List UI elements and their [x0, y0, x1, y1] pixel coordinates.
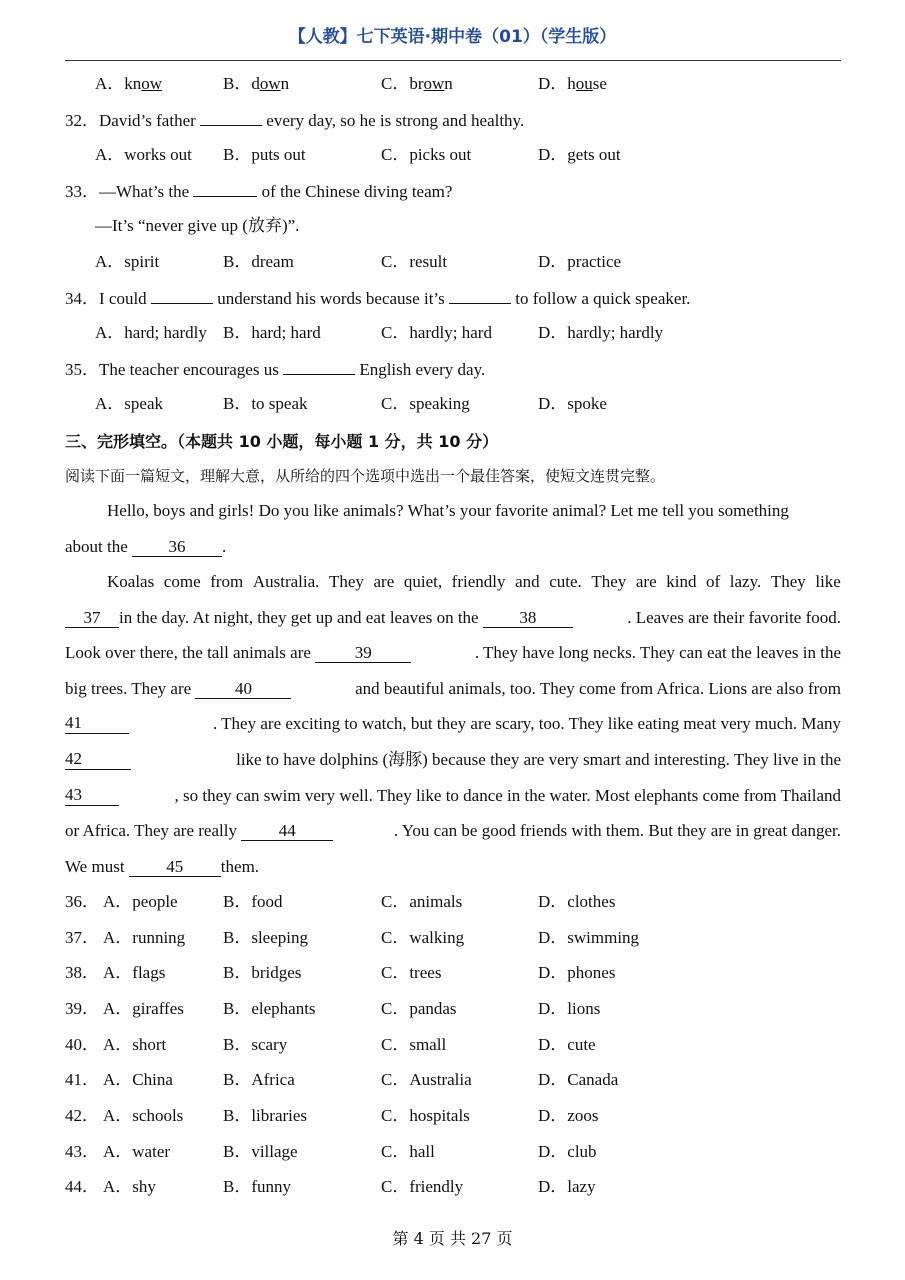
- cloze-38-option-c: C．trees: [381, 963, 442, 982]
- passage-line-3: [107, 572, 841, 592]
- cloze-39-number: 39．: [65, 999, 99, 1018]
- section-title: 三、完形填空。（本题共 10 小题，每小题 1 分，共 10 分）: [65, 432, 499, 451]
- q34-option-a: A．hard; hardly: [95, 323, 207, 342]
- question-32-stem: 32．David’s father every day, so he is strong and healthy.: [65, 111, 525, 130]
- passage-line-5: Look over there, the tall animals are 39 . They have long necks. They can eat the leaves in the: [65, 643, 841, 662]
- cloze-36-option-a: A．people: [103, 892, 178, 911]
- question-33-stem: 33．—What’s the of the Chinese diving team?: [65, 182, 453, 201]
- passage-word: Koalas: [107, 572, 155, 591]
- passage-word: and: [515, 572, 540, 591]
- cloze-37-option-c: C．walking: [381, 928, 465, 947]
- blank-41: 41: [65, 714, 129, 734]
- blank-36: 36: [132, 538, 222, 557]
- cloze-44-number: 44．: [65, 1177, 99, 1196]
- cloze-43-option-c: C．hall: [381, 1142, 435, 1161]
- passage-line-2: about the 36 .: [65, 537, 227, 556]
- passage-word: like: [815, 572, 841, 591]
- blank-42: 42: [65, 750, 131, 770]
- cloze-41-number: 41．: [65, 1070, 99, 1089]
- passage-word: quiet,: [403, 572, 443, 591]
- cloze-42-option-d: D．zoos: [538, 1106, 599, 1125]
- cloze-41-option-a: A．China: [103, 1070, 173, 1089]
- passage-word: They: [328, 572, 364, 591]
- cloze-39-option-d: D．lions: [538, 999, 601, 1018]
- question-34-stem: 34．I could understand his words because it’s to follow a quick speaker.: [65, 289, 691, 308]
- cloze-37-number: 37．: [65, 928, 99, 947]
- passage-line-1: Hello, boys and girls! Do you like animals? What’s your favorite animal? Let me tell you something: [107, 501, 789, 520]
- passage-word: They: [591, 572, 627, 591]
- cloze-40-option-a: A．short: [103, 1035, 167, 1054]
- section-instruction: 阅读下面一篇短文，理解大意，从所给的四个选项中选出一个最佳答案，使短文连贯完整。: [65, 467, 666, 485]
- cloze-42-option-c: C．hospitals: [381, 1106, 470, 1125]
- passage-word: lazy.: [729, 572, 762, 591]
- passage-word: cute.: [549, 572, 582, 591]
- cloze-36-option-c: C．animals: [381, 892, 463, 911]
- passage-line-4: 37 in the day. At night, they get up and eat leaves on the 38 . Leaves are their favorite food.: [65, 608, 841, 628]
- passage-line-10: or Africa. They are really 44 . You can be good friends with them. But they are in great danger.: [65, 821, 841, 840]
- cloze-37-option-d: D．swimming: [538, 928, 640, 947]
- q33-option-a: A．spirit: [95, 252, 160, 271]
- q33-option-d: D．practice: [538, 252, 622, 271]
- q32-option-a: A．works out: [95, 145, 192, 164]
- passage-line-9: 43 , so they can swim very well. They like to dance in the water. Most elephants come from Thailand: [65, 785, 841, 805]
- cloze-36-option-d: D．clothes: [538, 892, 616, 911]
- q34-option-b: B．hard; hard: [223, 323, 321, 342]
- cloze-43-option-d: D．club: [538, 1142, 597, 1161]
- cloze-39-option-a: A．giraffes: [103, 999, 184, 1018]
- passage-word: Australia.: [252, 572, 320, 591]
- header-divider: [65, 60, 841, 61]
- q31-option-d: D．house: [538, 74, 607, 93]
- blank-44: 44: [241, 822, 333, 841]
- cloze-36-number: 36．: [65, 892, 99, 911]
- cloze-41-option-d: D．Canada: [538, 1070, 619, 1089]
- cloze-40-option-c: C．small: [381, 1035, 447, 1054]
- blank-43: 43: [65, 786, 119, 806]
- q32-option-d: D．gets out: [538, 145, 621, 164]
- page-header-title: 【人教】七下英语·期中卷（01）（学生版）: [288, 27, 617, 47]
- cloze-44-option-a: A．shy: [103, 1177, 156, 1196]
- page-footer: 第 4 页 共 27 页: [392, 1229, 513, 1248]
- q31-option-a: A．know: [95, 74, 163, 93]
- passage-line-6: big trees. They are 40 and beautiful animals, too. They come from Africa. Lions are also from: [65, 679, 841, 698]
- cloze-40-option-b: B．scary: [223, 1035, 288, 1054]
- cloze-38-option-b: B．bridges: [223, 963, 302, 982]
- q33-option-b: B．dream: [223, 252, 294, 271]
- passage-line-11: We must 45 them.: [65, 857, 260, 876]
- cloze-40-number: 40．: [65, 1035, 99, 1054]
- cloze-42-number: 42．: [65, 1106, 99, 1125]
- cloze-43-option-b: B．village: [223, 1142, 298, 1161]
- passage-word: kind: [666, 572, 697, 591]
- q33-option-c: C．result: [381, 252, 448, 271]
- cloze-42-option-a: A．schools: [103, 1106, 184, 1125]
- q32-option-c: C．picks out: [381, 145, 472, 164]
- q35-option-b: B．to speak: [223, 394, 308, 413]
- passage-word: are: [635, 572, 657, 591]
- cloze-37-option-b: B．sleeping: [223, 928, 308, 947]
- q32-option-b: B．puts out: [223, 145, 306, 164]
- question-33-answer-line: —It’s “never give up (放弃)”.: [95, 216, 300, 235]
- q35-option-a: A．speak: [95, 394, 163, 413]
- cloze-38-option-a: A．flags: [103, 963, 166, 982]
- q34-option-c: C．hardly; hard: [381, 323, 492, 342]
- q31-option-c: C．brown: [381, 74, 453, 93]
- passage-line-7: 41 . They are exciting to watch, but they are scary, too. They like eating meat very much. Many: [65, 713, 841, 733]
- cloze-38-option-d: D．phones: [538, 963, 616, 982]
- passage-line-8: 42 like to have dolphins (海豚) because they are very smart and interesting. They live in the: [65, 749, 841, 769]
- passage-word: come: [163, 572, 201, 591]
- q35-option-d: D．spoke: [538, 394, 607, 413]
- passage-word: from: [210, 572, 244, 591]
- q34-option-d: D．hardly; hardly: [538, 323, 664, 342]
- cloze-44-option-d: D．lazy: [538, 1177, 596, 1196]
- blank-37: 37: [65, 609, 119, 628]
- blank-38: 38: [483, 609, 573, 628]
- cloze-43-number: 43．: [65, 1142, 99, 1161]
- cloze-44-option-b: B．funny: [223, 1177, 291, 1196]
- q35-option-c: C．speaking: [381, 394, 470, 413]
- cloze-37-option-a: A．running: [103, 928, 186, 947]
- blank-45: 45: [129, 858, 221, 877]
- cloze-43-option-a: A．water: [103, 1142, 171, 1161]
- cloze-39-option-b: B．elephants: [223, 999, 316, 1018]
- question-35-stem: 35．The teacher encourages us English every day.: [65, 360, 486, 379]
- passage-word: friendly: [451, 572, 506, 591]
- blank-40: 40: [195, 680, 291, 699]
- passage-word: are: [373, 572, 395, 591]
- cloze-39-option-c: C．pandas: [381, 999, 457, 1018]
- passage-word: They: [770, 572, 806, 591]
- cloze-42-option-b: B．libraries: [223, 1106, 308, 1125]
- cloze-38-number: 38．: [65, 963, 99, 982]
- cloze-41-option-c: C．Australia: [381, 1070, 472, 1089]
- q31-option-b: B．down: [223, 74, 290, 93]
- blank-39: 39: [315, 644, 411, 663]
- cloze-40-option-d: D．cute: [538, 1035, 596, 1054]
- cloze-44-option-c: C．friendly: [381, 1177, 464, 1196]
- cloze-36-option-b: B．food: [223, 892, 283, 911]
- passage-word: of: [706, 572, 721, 591]
- cloze-41-option-b: B．Africa: [223, 1070, 295, 1089]
